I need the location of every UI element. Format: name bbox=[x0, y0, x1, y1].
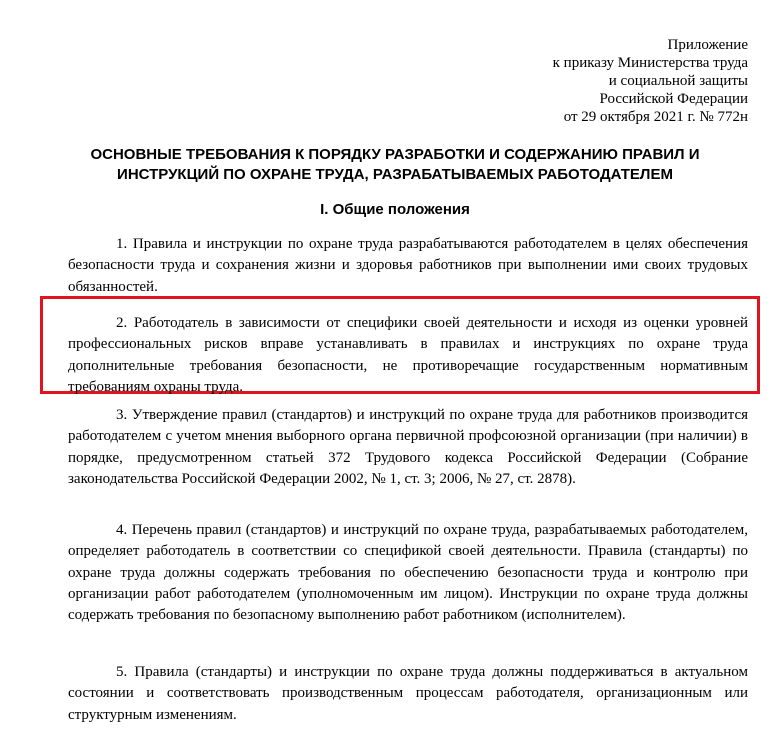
appendix-line: Приложение bbox=[667, 37, 748, 53]
paragraph-4: 4. Перечень правил (стандартов) и инструкций по охране труда, разрабатываемых работодателем, определяет работодатель в соответствии со спецификой своей деятельности. Правила (стандарты) по охране труда должны содержать требования по обеспечению безопасности труда и контролю при организации работ работодателем (уполномоченным им лицом). Инструкции по охране труда должны содержать требования по безопасному выполнению работ работником (исполнителем). bbox=[68, 522, 748, 624]
paragraph-3: 3. Утверждение правил (стандартов) и инструкций по охране труда для работников производится работодателем с учетом мнения выборного органа первичной профсоюзной организации (при наличии) в порядке, предусмотренном статьей 372 Трудового кодекса Российской Федерации (Собрание законодательства Российской Федерации 2002, № 1, ст. 3; 2006, № 27, ст. 2878). bbox=[68, 407, 748, 487]
appendix-line: к приказу Министерства труда bbox=[552, 55, 748, 71]
appendix-reference bbox=[553, 36, 748, 126]
section-title: I. Общие положения bbox=[320, 201, 470, 218]
document-title: ОСНОВНЫЕ ТРЕБОВАНИЯ К ПОРЯДКУ РАЗРАБОТКИ И СОДЕРЖАНИЮ ПРАВИЛ И ИНСТРУКЦИЙ ПО ОХРАНЕ ТРУДА, РАЗРАБАТЫВАЕМЫХ РАБОТОДАТЕЛЕМ bbox=[90, 146, 700, 183]
appendix-line: и социальной защиты bbox=[608, 73, 748, 89]
paragraph-1: 1. Правила и инструкции по охране труда разрабатываются работодателем в целях обеспечения безопасности труда и сохранения жизни и здоровья работников при выполнении ими своих трудовых обязанностей. bbox=[68, 236, 748, 295]
appendix-line: Российской Федерации bbox=[599, 91, 748, 107]
appendix-line: от 29 октября 2021 г. № 772н bbox=[563, 109, 748, 125]
paragraph-5: 5. Правила (стандарты) и инструкции по охране труда должны поддерживаться в актуальном состоянии и соответствовать производственным процессам работодателя, организационным или структурным изменениям. bbox=[68, 664, 748, 723]
paragraph-2: 2. Работодатель в зависимости от специфики своей деятельности и исходя из оценки уровней профессиональных рисков вправе устанавливать в правилах и инструкциях по охране труда дополнительные требования безопасности, не противоречащие государственным нормативным требованиям охраны труда. bbox=[68, 315, 748, 395]
